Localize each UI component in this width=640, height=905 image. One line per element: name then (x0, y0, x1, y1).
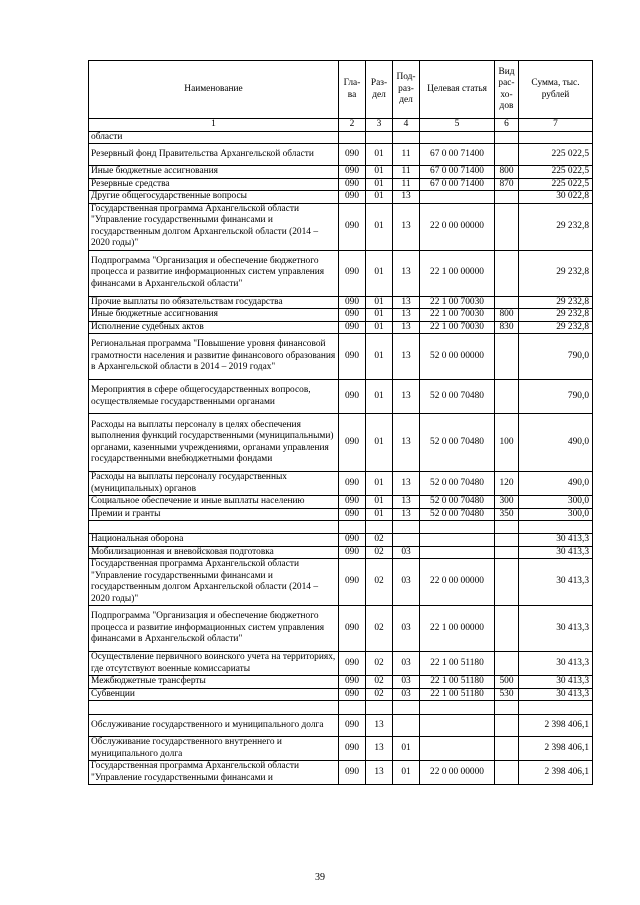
cell-name: области (89, 131, 339, 144)
cell-vid-raskhodov (495, 144, 519, 166)
cell-razdel: 13 (366, 715, 393, 737)
cell-glava: 090 (339, 380, 366, 414)
cell-razdel: 02 (366, 606, 393, 652)
cell-summa: 2 398 406,1 (519, 715, 593, 737)
cell-razdel: 01 (366, 334, 393, 380)
page-number: 39 (315, 872, 325, 883)
cell-podrazdel: 11 (393, 178, 420, 191)
cell-vid-raskhodov (495, 250, 519, 296)
column-number: 5 (420, 119, 495, 132)
cell-summa: 225 022,5 (519, 166, 593, 179)
cell-name: Подпрограмма "Организация и обеспечение бюджетного процесса и развитие информационных систем управления финансами в Архангельской области" (89, 606, 339, 652)
cell-summa: 790,0 (519, 334, 593, 380)
cell-summa: 30 413,3 (519, 676, 593, 689)
cell-razdel: 13 (366, 761, 393, 785)
table-row (89, 250, 593, 296)
cell-vid-raskhodov: 800 (495, 309, 519, 322)
table-row (89, 546, 593, 559)
cell-summa: 30 022,8 (519, 191, 593, 204)
cell-name: Национальная оборона (89, 534, 339, 547)
cell-podrazdel: 11 (393, 144, 420, 166)
cell-podrazdel: 03 (393, 688, 420, 701)
cell-podrazdel: 13 (393, 508, 420, 521)
table-row (89, 652, 593, 676)
column-number: 2 (339, 119, 366, 132)
cell-tselevaya-statya: 52 0 00 00000 (420, 334, 495, 380)
cell-name: Премии и гранты (89, 508, 339, 521)
table-row (89, 534, 593, 547)
cell-podrazdel (393, 521, 420, 534)
cell-vid-raskhodov (495, 559, 519, 606)
cell-podrazdel: 03 (393, 676, 420, 689)
cell-name: Исполнение судебных актов (89, 321, 339, 334)
cell-glava: 090 (339, 309, 366, 322)
cell-vid-raskhodov (495, 701, 519, 715)
cell-summa: 490,0 (519, 472, 593, 496)
cell-summa: 30 413,3 (519, 606, 593, 652)
cell-glava: 090 (339, 296, 366, 309)
cell-summa: 30 413,3 (519, 559, 593, 606)
table-row (89, 472, 593, 496)
cell-vid-raskhodov (495, 652, 519, 676)
cell-glava: 090 (339, 166, 366, 179)
table-body (89, 61, 593, 785)
cell-podrazdel: 13 (393, 296, 420, 309)
cell-summa: 29 232,8 (519, 296, 593, 309)
cell-summa: 2 398 406,1 (519, 761, 593, 785)
cell-glava: 090 (339, 715, 366, 737)
cell-tselevaya-statya (420, 715, 495, 737)
cell-razdel: 01 (366, 144, 393, 166)
table-row (89, 131, 593, 144)
cell-summa (519, 701, 593, 715)
cell-glava: 090 (339, 559, 366, 606)
cell-vid-raskhodov: 100 (495, 414, 519, 472)
cell-summa: 29 232,8 (519, 250, 593, 296)
header-podrazdel: Под-раз-дел (393, 61, 420, 119)
cell-podrazdel: 13 (393, 321, 420, 334)
cell-tselevaya-statya: 22 1 00 51180 (420, 676, 495, 689)
cell-tselevaya-statya: 22 1 00 70030 (420, 309, 495, 322)
cell-summa: 300,0 (519, 508, 593, 521)
cell-razdel: 01 (366, 321, 393, 334)
cell-glava: 090 (339, 472, 366, 496)
cell-name (89, 521, 339, 534)
cell-vid-raskhodov: 830 (495, 321, 519, 334)
cell-podrazdel: 03 (393, 546, 420, 559)
cell-summa (519, 521, 593, 534)
cell-tselevaya-statya: 22 1 00 51180 (420, 688, 495, 701)
cell-razdel: 01 (366, 380, 393, 414)
cell-tselevaya-statya (420, 191, 495, 204)
cell-glava (339, 521, 366, 534)
cell-razdel: 02 (366, 688, 393, 701)
cell-name: Государственная программа Архангельской области "Управление государственными финансами и государственным долгом Архангельской области (2014 – 2020 годы)" (89, 203, 339, 250)
cell-glava: 090 (339, 321, 366, 334)
cell-tselevaya-statya: 67 0 00 71400 (420, 144, 495, 166)
header-razdel: Раз-дел (366, 61, 393, 119)
cell-podrazdel: 13 (393, 380, 420, 414)
cell-razdel: 01 (366, 472, 393, 496)
cell-summa: 30 413,3 (519, 534, 593, 547)
cell-tselevaya-statya (420, 131, 495, 144)
cell-glava: 090 (339, 203, 366, 250)
cell-vid-raskhodov (495, 380, 519, 414)
cell-summa: 225 022,5 (519, 178, 593, 191)
cell-tselevaya-statya: 22 1 00 51180 (420, 652, 495, 676)
cell-razdel: 01 (366, 296, 393, 309)
table-row (89, 688, 593, 701)
cell-podrazdel (393, 701, 420, 715)
cell-name: Резервные средства (89, 178, 339, 191)
table-row (89, 761, 593, 785)
cell-summa: 490,0 (519, 414, 593, 472)
cell-name: Расходы на выплаты персоналу в целях обеспечения выполнения функций государственными (муниципальными) органами, казенными учреждениями, органами управления государственными внебюджетными фондами (89, 414, 339, 472)
cell-podrazdel: 13 (393, 203, 420, 250)
cell-vid-raskhodov (495, 761, 519, 785)
table-row (89, 144, 593, 166)
cell-razdel: 01 (366, 250, 393, 296)
cell-tselevaya-statya: 67 0 00 71400 (420, 166, 495, 179)
cell-name: Иные бюджетные ассигнования (89, 166, 339, 179)
cell-podrazdel (393, 534, 420, 547)
cell-razdel: 01 (366, 508, 393, 521)
cell-name: Осуществление первичного воинского учета на территориях, где отсутствуют военные комиссариаты (89, 652, 339, 676)
cell-glava: 090 (339, 496, 366, 509)
cell-vid-raskhodov (495, 534, 519, 547)
cell-razdel: 01 (366, 191, 393, 204)
cell-summa: 29 232,8 (519, 309, 593, 322)
cell-tselevaya-statya (420, 701, 495, 715)
cell-glava: 090 (339, 534, 366, 547)
cell-summa: 30 413,3 (519, 546, 593, 559)
table-row (89, 496, 593, 509)
table-row (89, 508, 593, 521)
cell-tselevaya-statya (420, 521, 495, 534)
table-row (89, 380, 593, 414)
cell-name (89, 701, 339, 715)
cell-razdel (366, 701, 393, 715)
cell-razdel: 02 (366, 534, 393, 547)
cell-razdel: 13 (366, 737, 393, 761)
cell-vid-raskhodov (495, 191, 519, 204)
cell-tselevaya-statya: 22 1 00 70030 (420, 296, 495, 309)
cell-vid-raskhodov: 120 (495, 472, 519, 496)
cell-podrazdel: 13 (393, 250, 420, 296)
cell-razdel: 01 (366, 496, 393, 509)
cell-tselevaya-statya: 52 0 00 70480 (420, 380, 495, 414)
table-row (89, 166, 593, 179)
cell-vid-raskhodov (495, 715, 519, 737)
cell-glava: 090 (339, 652, 366, 676)
column-number: 3 (366, 119, 393, 132)
cell-name: Резервный фонд Правительства Архангельской области (89, 144, 339, 166)
cell-glava: 090 (339, 250, 366, 296)
cell-glava: 090 (339, 546, 366, 559)
table-row (89, 191, 593, 204)
cell-podrazdel: 03 (393, 559, 420, 606)
column-number-row (89, 119, 593, 132)
header-row (89, 61, 593, 119)
cell-tselevaya-statya: 22 0 00 00000 (420, 203, 495, 250)
table-row (89, 321, 593, 334)
cell-vid-raskhodov (495, 131, 519, 144)
cell-glava: 090 (339, 676, 366, 689)
table-row (89, 334, 593, 380)
table-row (89, 606, 593, 652)
cell-podrazdel: 13 (393, 496, 420, 509)
cell-glava: 090 (339, 191, 366, 204)
cell-name: Иные бюджетные ассигнования (89, 309, 339, 322)
cell-name: Подпрограмма "Организация и обеспечение бюджетного процесса и развитие информационных систем управления финансами в Архангельской области" (89, 250, 339, 296)
cell-glava: 090 (339, 761, 366, 785)
cell-glava (339, 701, 366, 715)
table-row (89, 203, 593, 250)
cell-podrazdel: 03 (393, 652, 420, 676)
cell-name: Мобилизационная и вневойсковая подготовка (89, 546, 339, 559)
cell-podrazdel: 13 (393, 414, 420, 472)
column-number: 1 (89, 119, 339, 132)
cell-podrazdel: 13 (393, 334, 420, 380)
cell-tselevaya-statya: 22 0 00 00000 (420, 559, 495, 606)
table-row (89, 701, 593, 715)
column-number: 4 (393, 119, 420, 132)
cell-name: Обслуживание государственного и муниципального долга (89, 715, 339, 737)
cell-vid-raskhodov (495, 606, 519, 652)
cell-vid-raskhodov (495, 203, 519, 250)
cell-name: Государственная программа Архангельской области "Управление государственными финансами и государственным долгом Архангельской области (2014 – 2020 годы)" (89, 559, 339, 606)
cell-summa: 2 398 406,1 (519, 737, 593, 761)
header-name: Наименование (89, 61, 339, 119)
cell-tselevaya-statya: 22 1 00 70030 (420, 321, 495, 334)
cell-name: Региональная программа "Повышение уровня финансовой грамотности населения и развитие финансового образования в Архангельской области в 2014 – 2019 годах" (89, 334, 339, 380)
header-glava: Гла-ва (339, 61, 366, 119)
table-row (89, 309, 593, 322)
cell-name: Обслуживание государственного внутреннего и муниципального долга (89, 737, 339, 761)
cell-glava: 090 (339, 508, 366, 521)
cell-razdel: 02 (366, 652, 393, 676)
cell-name: Расходы на выплаты персоналу государственных (муниципальных) органов (89, 472, 339, 496)
cell-tselevaya-statya: 67 0 00 71400 (420, 178, 495, 191)
cell-name: Государственная программа Архангельской области "Управление государственными финансами и (89, 761, 339, 785)
table-row (89, 559, 593, 606)
cell-summa (519, 131, 593, 144)
column-number: 6 (495, 119, 519, 132)
cell-vid-raskhodov: 870 (495, 178, 519, 191)
cell-podrazdel: 13 (393, 309, 420, 322)
cell-podrazdel: 13 (393, 472, 420, 496)
cell-razdel: 02 (366, 546, 393, 559)
cell-vid-raskhodov (495, 521, 519, 534)
cell-tselevaya-statya (420, 534, 495, 547)
header-tselevaya-statya: Целевая статья (420, 61, 495, 119)
cell-summa: 29 232,8 (519, 321, 593, 334)
cell-vid-raskhodov: 800 (495, 166, 519, 179)
cell-glava: 090 (339, 737, 366, 761)
cell-vid-raskhodov (495, 334, 519, 380)
cell-glava (339, 131, 366, 144)
cell-podrazdel: 01 (393, 761, 420, 785)
cell-tselevaya-statya: 22 0 00 00000 (420, 761, 495, 785)
cell-podrazdel (393, 131, 420, 144)
cell-tselevaya-statya: 22 1 00 00000 (420, 250, 495, 296)
cell-summa: 300,0 (519, 496, 593, 509)
cell-tselevaya-statya: 52 0 00 70480 (420, 472, 495, 496)
table-row (89, 178, 593, 191)
cell-name: Межбюджетные трансферты (89, 676, 339, 689)
header-summa: Сумма, тыс. рублей (519, 61, 593, 119)
budget-table (88, 60, 593, 785)
cell-razdel: 01 (366, 203, 393, 250)
cell-razdel: 02 (366, 559, 393, 606)
cell-glava: 090 (339, 606, 366, 652)
cell-razdel: 01 (366, 414, 393, 472)
cell-razdel: 01 (366, 166, 393, 179)
cell-tselevaya-statya: 22 1 00 00000 (420, 606, 495, 652)
cell-glava: 090 (339, 178, 366, 191)
table-row (89, 715, 593, 737)
cell-tselevaya-statya: 52 0 00 70480 (420, 414, 495, 472)
cell-name: Субвенции (89, 688, 339, 701)
cell-name: Социальное обеспечение и иные выплаты населению (89, 496, 339, 509)
cell-vid-raskhodov: 350 (495, 508, 519, 521)
cell-vid-raskhodov: 530 (495, 688, 519, 701)
header-vid-raskhodov: Вид рас-хо-дов (495, 61, 519, 119)
cell-summa: 29 232,8 (519, 203, 593, 250)
cell-vid-raskhodov: 300 (495, 496, 519, 509)
cell-name: Прочие выплаты по обязательствам государства (89, 296, 339, 309)
cell-name: Мероприятия в сфере общегосударственных вопросов, осуществляемые государственными органами (89, 380, 339, 414)
table-row (89, 521, 593, 534)
cell-vid-raskhodov: 500 (495, 676, 519, 689)
cell-podrazdel: 13 (393, 191, 420, 204)
cell-razdel: 01 (366, 178, 393, 191)
cell-glava: 090 (339, 688, 366, 701)
cell-glava: 090 (339, 414, 366, 472)
cell-vid-raskhodov (495, 296, 519, 309)
cell-name: Другие общегосударственные вопросы (89, 191, 339, 204)
cell-glava: 090 (339, 334, 366, 380)
cell-podrazdel: 03 (393, 606, 420, 652)
cell-glava: 090 (339, 144, 366, 166)
cell-razdel (366, 521, 393, 534)
cell-razdel: 01 (366, 309, 393, 322)
cell-vid-raskhodov (495, 737, 519, 761)
cell-tselevaya-statya (420, 737, 495, 761)
cell-podrazdel: 11 (393, 166, 420, 179)
cell-summa: 30 413,3 (519, 652, 593, 676)
cell-razdel (366, 131, 393, 144)
cell-vid-raskhodov (495, 546, 519, 559)
table-row (89, 737, 593, 761)
cell-summa: 790,0 (519, 380, 593, 414)
cell-tselevaya-statya: 52 0 00 70480 (420, 508, 495, 521)
table-row (89, 296, 593, 309)
cell-razdel: 02 (366, 676, 393, 689)
table-row (89, 676, 593, 689)
cell-podrazdel (393, 715, 420, 737)
cell-tselevaya-statya (420, 546, 495, 559)
cell-summa: 225 022,5 (519, 144, 593, 166)
cell-tselevaya-statya: 52 0 00 70480 (420, 496, 495, 509)
column-number: 7 (519, 119, 593, 132)
cell-podrazdel: 01 (393, 737, 420, 761)
cell-summa: 30 413,3 (519, 688, 593, 701)
table-row (89, 414, 593, 472)
